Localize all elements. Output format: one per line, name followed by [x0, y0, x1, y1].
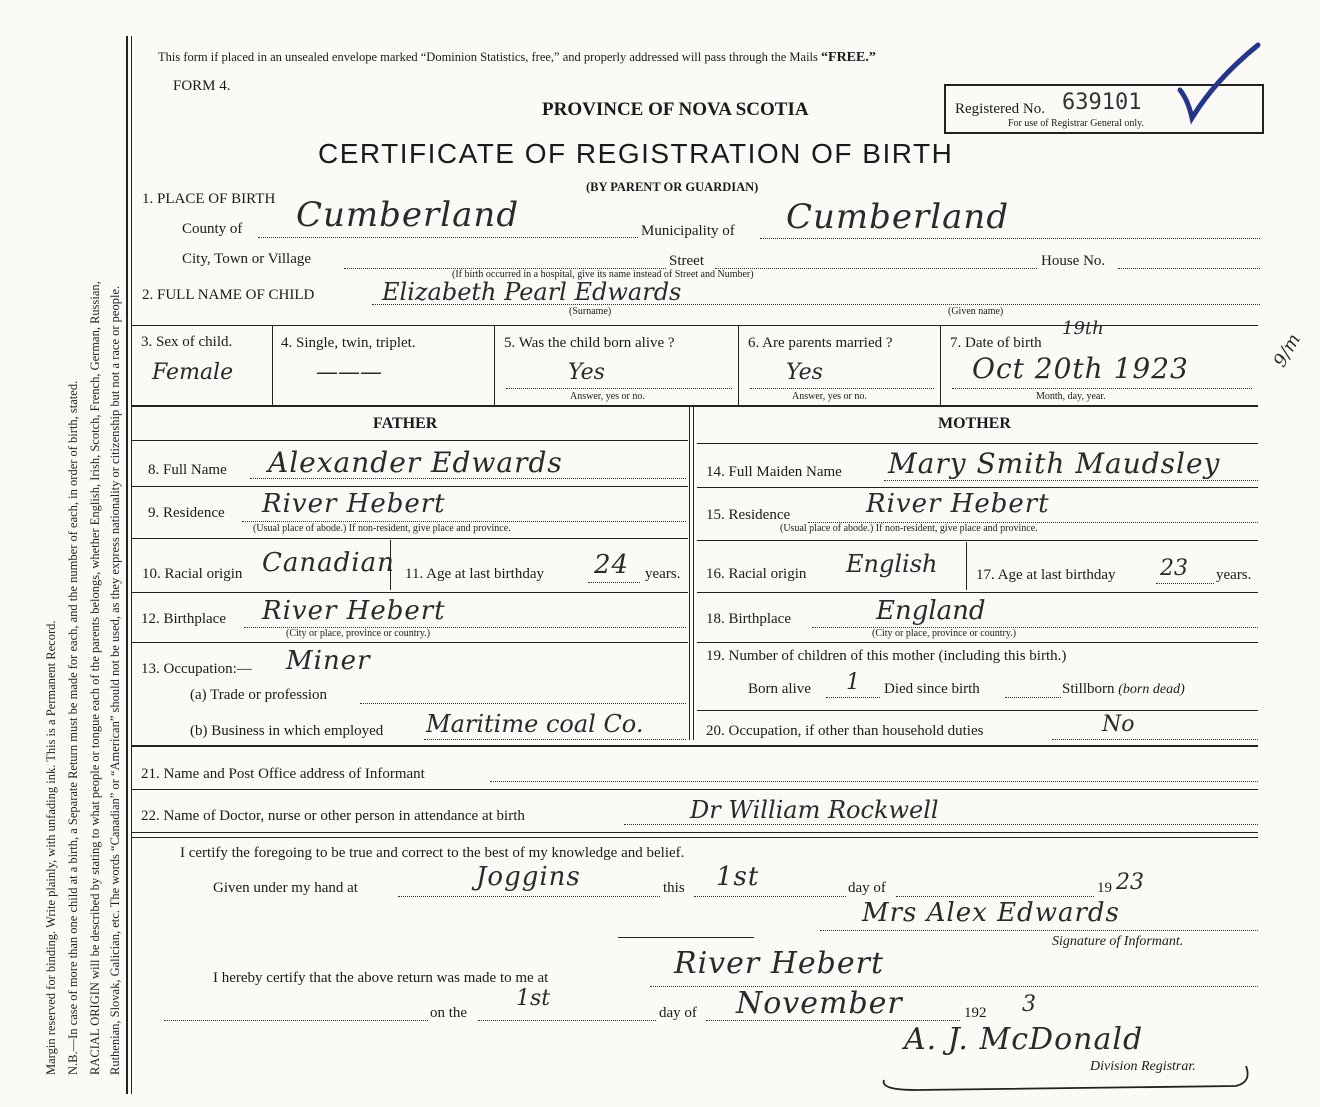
given-name-note: (Given name) — [948, 306, 1004, 317]
father-racial-value: Canadian — [262, 548, 395, 578]
year2-prefix: 192 — [964, 1005, 987, 1021]
father-residence-note: (Usual place of abode.) If non-resident, give place and province. — [253, 523, 511, 534]
father-occupation-label: 13. Occupation:— — [141, 661, 252, 677]
margin-note-racial-origin: RACIAL ORIGIN will be described by stating to what people or tongue each of the parents belongs, whether English, Irish, Scotch, French, German, Russian, — [88, 281, 102, 1075]
father-racial-label: 10. Racial origin — [142, 566, 243, 582]
registered-number: 639101 — [1062, 90, 1142, 115]
this-day-value: 1st — [716, 862, 760, 892]
mail-notice-free: “FREE.” — [821, 50, 876, 65]
mother-occupation-value: No — [1102, 712, 1135, 737]
plurality-label: 4. Single, twin, triplet. — [281, 335, 416, 351]
day-of-label-2: day of — [659, 1005, 697, 1021]
died-since-birth-label: Died since birth — [884, 681, 980, 697]
this-label: this — [663, 880, 685, 896]
on-the-label: on the — [430, 1005, 468, 1021]
registrar-place-value: River Hebert — [674, 946, 885, 981]
place-of-birth-label: 1. PLACE OF BIRTH — [142, 191, 276, 207]
informant-signature: Mrs Alex Edwards — [862, 898, 1120, 928]
mother-birthplace-note: (City or place, province or country.) — [872, 628, 1017, 639]
parents-married-answer: Yes — [786, 360, 823, 385]
date-of-birth-label: 7. Date of birth — [950, 335, 1042, 351]
mail-notice — [158, 50, 876, 66]
mother-name-label: 14. Full Maiden Name — [706, 464, 842, 480]
certificate-subtitle: (BY PARENT OR GUARDIAN) — [586, 180, 759, 194]
registered-label: Registered No. — [955, 101, 1045, 117]
county-value: Cumberland — [296, 195, 520, 235]
informant-label: 21. Name and Post Office address of Informant — [141, 766, 425, 782]
business-label: (b) Business in which employed — [190, 723, 384, 739]
mother-occupation-label: 20. Occupation, if other than household duties — [706, 723, 984, 739]
father-age-years: years. — [645, 566, 681, 582]
street-label: Street — [669, 253, 704, 269]
mother-racial-value: English — [846, 550, 938, 578]
day-of-label: day of — [848, 880, 886, 896]
margin-border-right — [131, 36, 132, 1094]
month-value: November — [736, 986, 903, 1021]
children-count-label: 19. Number of children of this mother (including this birth.) — [706, 648, 1067, 664]
margin-note-binding: Margin reserved for binding. Write plainly, with unfading ink. This is a Permanent Record. — [44, 620, 58, 1075]
date-of-birth-value: Oct 20th 1923 — [972, 352, 1189, 385]
certificate-title: CERTIFICATE OF REGISTRATION OF BIRTH — [318, 138, 954, 169]
child-name-value: Elizabeth Pearl Edwards — [382, 278, 682, 306]
plurality-value: ——— — [316, 360, 382, 385]
doctor-value: Dr William Rockwell — [690, 796, 939, 824]
mother-birthplace-value: England — [876, 596, 986, 626]
born-alive-answer: Yes — [568, 360, 605, 385]
mother-birthplace-label: 18. Birthplace — [706, 611, 791, 627]
year-value: 23 — [1116, 870, 1144, 895]
born-alive-note: Answer, yes or no. — [570, 391, 645, 402]
mother-residence-label: 15. Residence — [706, 507, 791, 523]
date-of-birth-correction: 19th — [1062, 318, 1104, 339]
sex-label: 3. Sex of child. — [141, 334, 233, 350]
given-label: Given under my hand at — [213, 880, 358, 896]
municipality-value: Cumberland — [786, 197, 1010, 237]
year2-value: 3 — [1022, 992, 1036, 1017]
registrar-general-note: For use of Registrar General only. — [1008, 118, 1144, 129]
mother-age-label: 17. Age at last birthday — [976, 567, 1116, 583]
doctor-label: 22. Name of Doctor, nurse or other person in attendance at birth — [141, 808, 525, 824]
stillborn-label — [1062, 681, 1185, 698]
born-alive-count-label: Born alive — [748, 681, 811, 697]
county-label: County of — [182, 221, 243, 237]
sex-value: Female — [152, 360, 234, 385]
mother-racial-label: 16. Racial origin — [706, 566, 807, 582]
mother-name-value: Mary Smith Maudsley — [888, 447, 1221, 480]
date-of-birth-note: Month, day, year. — [1036, 391, 1106, 402]
mail-notice-text: This form if placed in an unsealed envelope marked “Dominion Statistics, free,” and properly addressed will pass through the Mails — [158, 50, 818, 64]
signature-flourish-icon — [876, 1052, 1256, 1097]
mother-age-years: years. — [1216, 567, 1252, 583]
stillborn-text: Stillborn — [1062, 681, 1115, 697]
check-mark-icon — [1170, 40, 1265, 125]
city-label: City, Town or Village — [182, 251, 312, 267]
parents-married-question: 6. Are parents married ? — [748, 335, 893, 351]
year-prefix: 19 — [1097, 880, 1112, 896]
father-name-label: 8. Full Name — [148, 462, 227, 478]
on-the-value: 1st — [516, 986, 551, 1011]
mother-age-value: 23 — [1160, 556, 1188, 581]
registrar-statement: I hereby certify that the above return was made to me at — [213, 970, 549, 986]
margin-border-left — [126, 36, 128, 1094]
given-at-value: Joggins — [476, 862, 581, 892]
municipality-label: Municipality of — [641, 223, 735, 239]
born-alive-count-value: 1 — [846, 670, 860, 695]
father-age-label: 11. Age at last birthday — [405, 566, 544, 582]
father-residence-value: River Hebert — [262, 489, 446, 519]
father-name-value: Alexander Edwards — [268, 446, 563, 479]
province-title: PROVINCE OF NOVA SCOTIA — [542, 99, 809, 120]
child-name-label: 2. FULL NAME OF CHILD — [142, 287, 315, 303]
father-birthplace-note: (City or place, province or country.) — [286, 628, 431, 639]
surname-note: (Surname) — [569, 306, 612, 317]
father-heading: FATHER — [373, 415, 438, 432]
signature-label: Signature of Informant. — [1052, 934, 1184, 949]
mother-heading: MOTHER — [938, 415, 1011, 432]
mother-residence-value: River Hebert — [866, 489, 1050, 519]
certify-statement: I certify the foregoing to be true and correct to the best of my knowledge and belief. — [180, 845, 685, 861]
parents-married-note: Answer, yes or no. — [792, 391, 867, 402]
form-number: FORM 4. — [173, 78, 231, 94]
father-occupation-value: Miner — [286, 646, 371, 676]
stillborn-note: (born dead) — [1118, 682, 1185, 697]
margin-note-multiple-births: N.B.—In case of more than one child at a birth, a Separate Return must be made for each, and the number of each, in order of birth, stated. — [66, 380, 80, 1075]
father-age-value: 24 — [594, 550, 630, 580]
father-residence-label: 9. Residence — [148, 505, 225, 521]
division-registrar-label: Division Registrar. — [1090, 1059, 1196, 1074]
father-birthplace-value: River Hebert — [262, 596, 446, 626]
father-birthplace-label: 12. Birthplace — [141, 611, 226, 627]
born-alive-question: 5. Was the child born alive ? — [504, 335, 675, 351]
house-label: House No. — [1041, 253, 1106, 269]
margin-note-racial-origin-2: Ruthenian, Slovak, Galician, etc. The words “Canadian” or “American” should not be used, as they express nationality or citizenship but not a race or people. — [108, 285, 122, 1075]
hospital-note: (If birth occurred in a hospital, give its name instead of Street and Number) — [452, 269, 754, 280]
business-value: Maritime coal Co. — [426, 710, 644, 738]
trade-label: (a) Trade or profession — [190, 687, 328, 703]
side-mark: 9/m — [1269, 330, 1306, 371]
mother-residence-note: (Usual place of abode.) If non-resident, give place and province. — [780, 523, 1038, 534]
registrar-signature: A. J. McDonald — [904, 1022, 1144, 1057]
